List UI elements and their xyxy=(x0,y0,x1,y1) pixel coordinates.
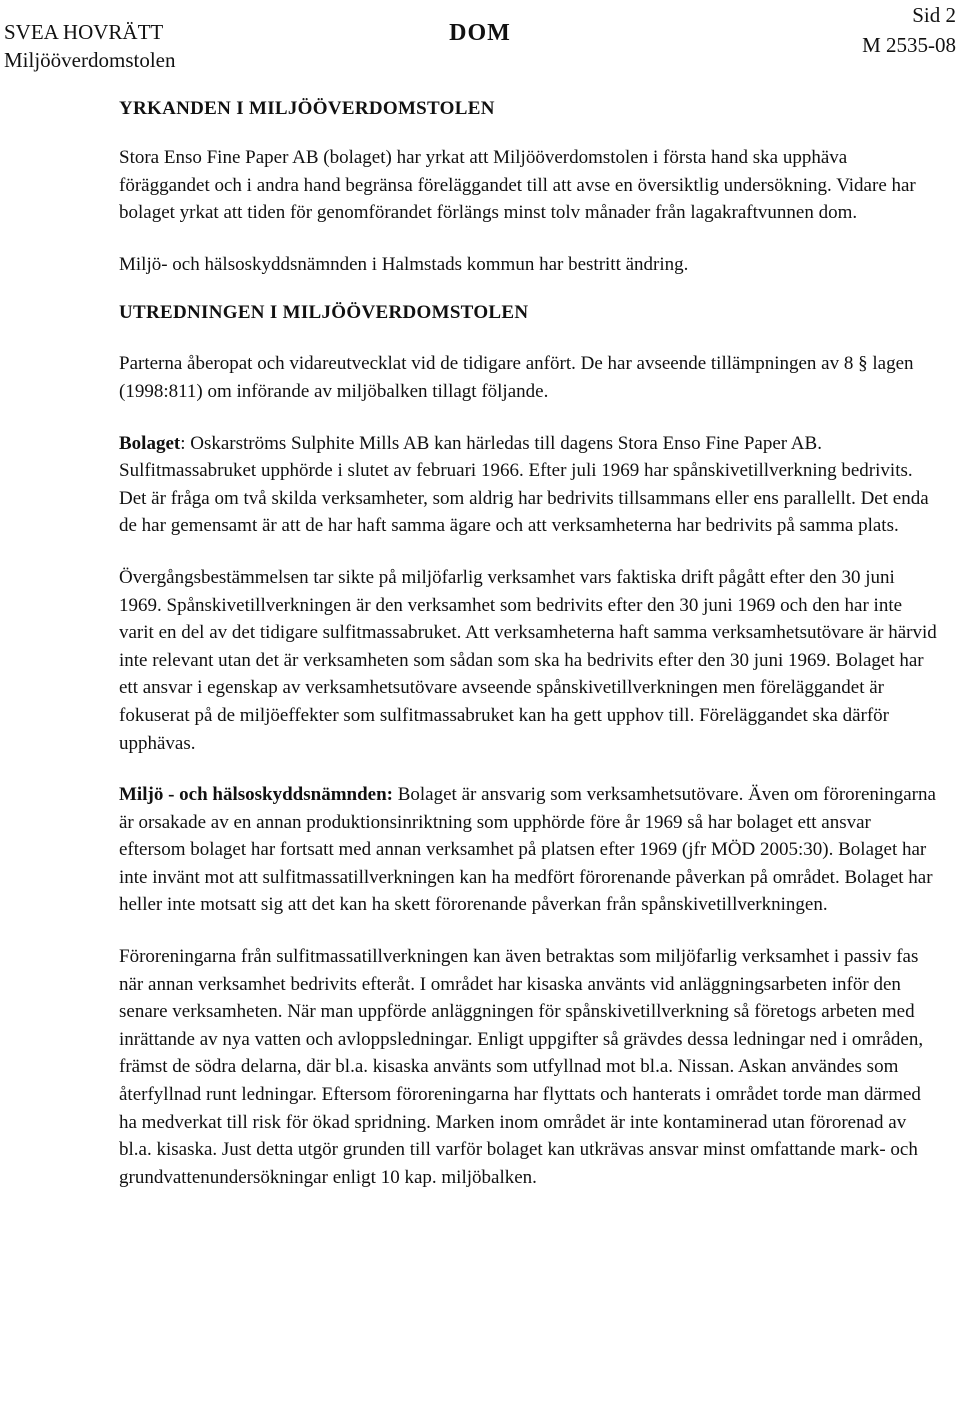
division-name: Miljööverdomstolen xyxy=(4,48,176,72)
party-label-company: Bolaget xyxy=(119,432,181,454)
paragraph-board-text: Bolaget är ansvarig som verksamhetsutövare. Även om föroreningarna är orsakade av en annan produktionsinriktning som upphörde före år 1969 så har bolaget ett ansvar eftersom bolaget har fortsatt med annan verksamhet på platsen efter 1969 (jfr MÖD 2005:30). Bolaget har inte invänt mot att sulfitmassatillverkningen kan ha medfört förorenande påverkan på området. Bolaget har heller inte motsatt sig att det kan ha skett förorenande påverkan från spånskivetillverkningen. xyxy=(119,784,936,916)
court-name: SVEA HOVRÄTT xyxy=(4,20,164,44)
section-heading-investigation: UTREDNINGEN I MILJÖÖVERDOMSTOLEN xyxy=(119,302,529,324)
party-label-board: Miljö - och hälsoskyddsnämnden: xyxy=(119,784,393,806)
paragraph-transition-rules: Övergångsbestämmelsen tar sikte på miljöfarlig verksamhet vars faktiska drift pågått efter den 30 juni 1969. Spånskivetillverkningen är den verksamhet som bedrivits efter den 30 juni 1969 och den har inte varit en del av det tidigare sulfitmassabruket. Att verksamheterna haft samma verksamhetsutövare är härvid inte relevant utan det är verksamheten som sådan som ska ha bedrivits efter den 30 juni 1969. Bolaget har ett ansvar i egenskap av verksamhetsutövare avseende spånskivetillverkningen men föreläggandet är fokuserat på de miljöeffekter som sulfitmassabruket kan ha gett upphov till. Föreläggandet ska därför upphävas. xyxy=(119,566,937,754)
section-heading-claims: YRKANDEN I MILJÖÖVERDOMSTOLEN xyxy=(119,98,495,119)
document-body xyxy=(119,98,939,1215)
paragraph-company-text: : Oskarströms Sulphite Mills AB kan härledas till dagens Stora Enso Fine Paper AB. Sulfitmassabruket upphörde i slutet av februari 1966. Efter juli 1969 har spånskivetillverkning bedrivits. Det är fråga om två skilda verksamheter, som aldrig har bedrivits tillsammans eller ens parallellt. Det enda de har gemensamt är att de har haft samma ägare och att verksamheterna har bedrivits på samma plats. xyxy=(119,432,929,537)
case-number: M 2535-08 xyxy=(862,33,956,57)
paragraph-board-position xyxy=(119,781,939,919)
page-number: Sid 2 xyxy=(912,3,956,27)
document-type: DOM xyxy=(449,20,511,46)
paragraph-company-position xyxy=(119,430,939,540)
paragraph-claims-company: Stora Enso Fine Paper AB (bolaget) har yrkat att Miljööverdomstolen i första hand ska upphäva föräggandet och i andra hand begränsa föreläggandet till att avse en översiktlig undersökning. Vidare har bolaget yrkat att tiden för genomförandet förlängs minst tolv månader från lagakraftvunnen dom. xyxy=(119,147,916,224)
paragraph-pollution: Föroreningarna från sulfitmassatillverkningen kan även betraktas som miljöfarlig verksamhet i passiv fas när annan verksamhet bedrivits efteråt. I området har kisaska använts vid anläggningsarbeten inför den senare verksamheten. När man uppförde anläggningen för spånskivetillverkning så företogs arbeten med inrättande av nya vatten och avloppsledningar. Enligt uppgifter så grävdes dessa ledningar ned i områden, främst de södra delarna, där bl.a. kisaska använts som utfyllnad mot bl.a. Nissan. Askan användes som återfyllnad runt ledningar. Eftersom föroreningarna har flyttats och hanterats i området torde man därmed ha medverkat till risk för ökad spridning. Marken inom området är inte kontaminerad utan förorenad av bl.a. kisaska. Just detta utgör grunden till varför bolaget kan utkrävas ansvar minst omfattande mark- och grundvattenundersökningar enligt 10 kap. miljöbalken. xyxy=(119,946,924,1188)
header-right xyxy=(862,0,956,60)
paragraph-investigation-intro: Parterna åberopat och vidareutvecklat vid de tidigare anfört. De har avseende tillämpningen av 8 § lagen (1998:811) om införande av miljöbalken tillagt följande. xyxy=(119,353,914,402)
paragraph-claims-board: Miljö- och hälsoskyddsnämnden i Halmstads kommun har bestritt ändring. xyxy=(119,253,689,275)
